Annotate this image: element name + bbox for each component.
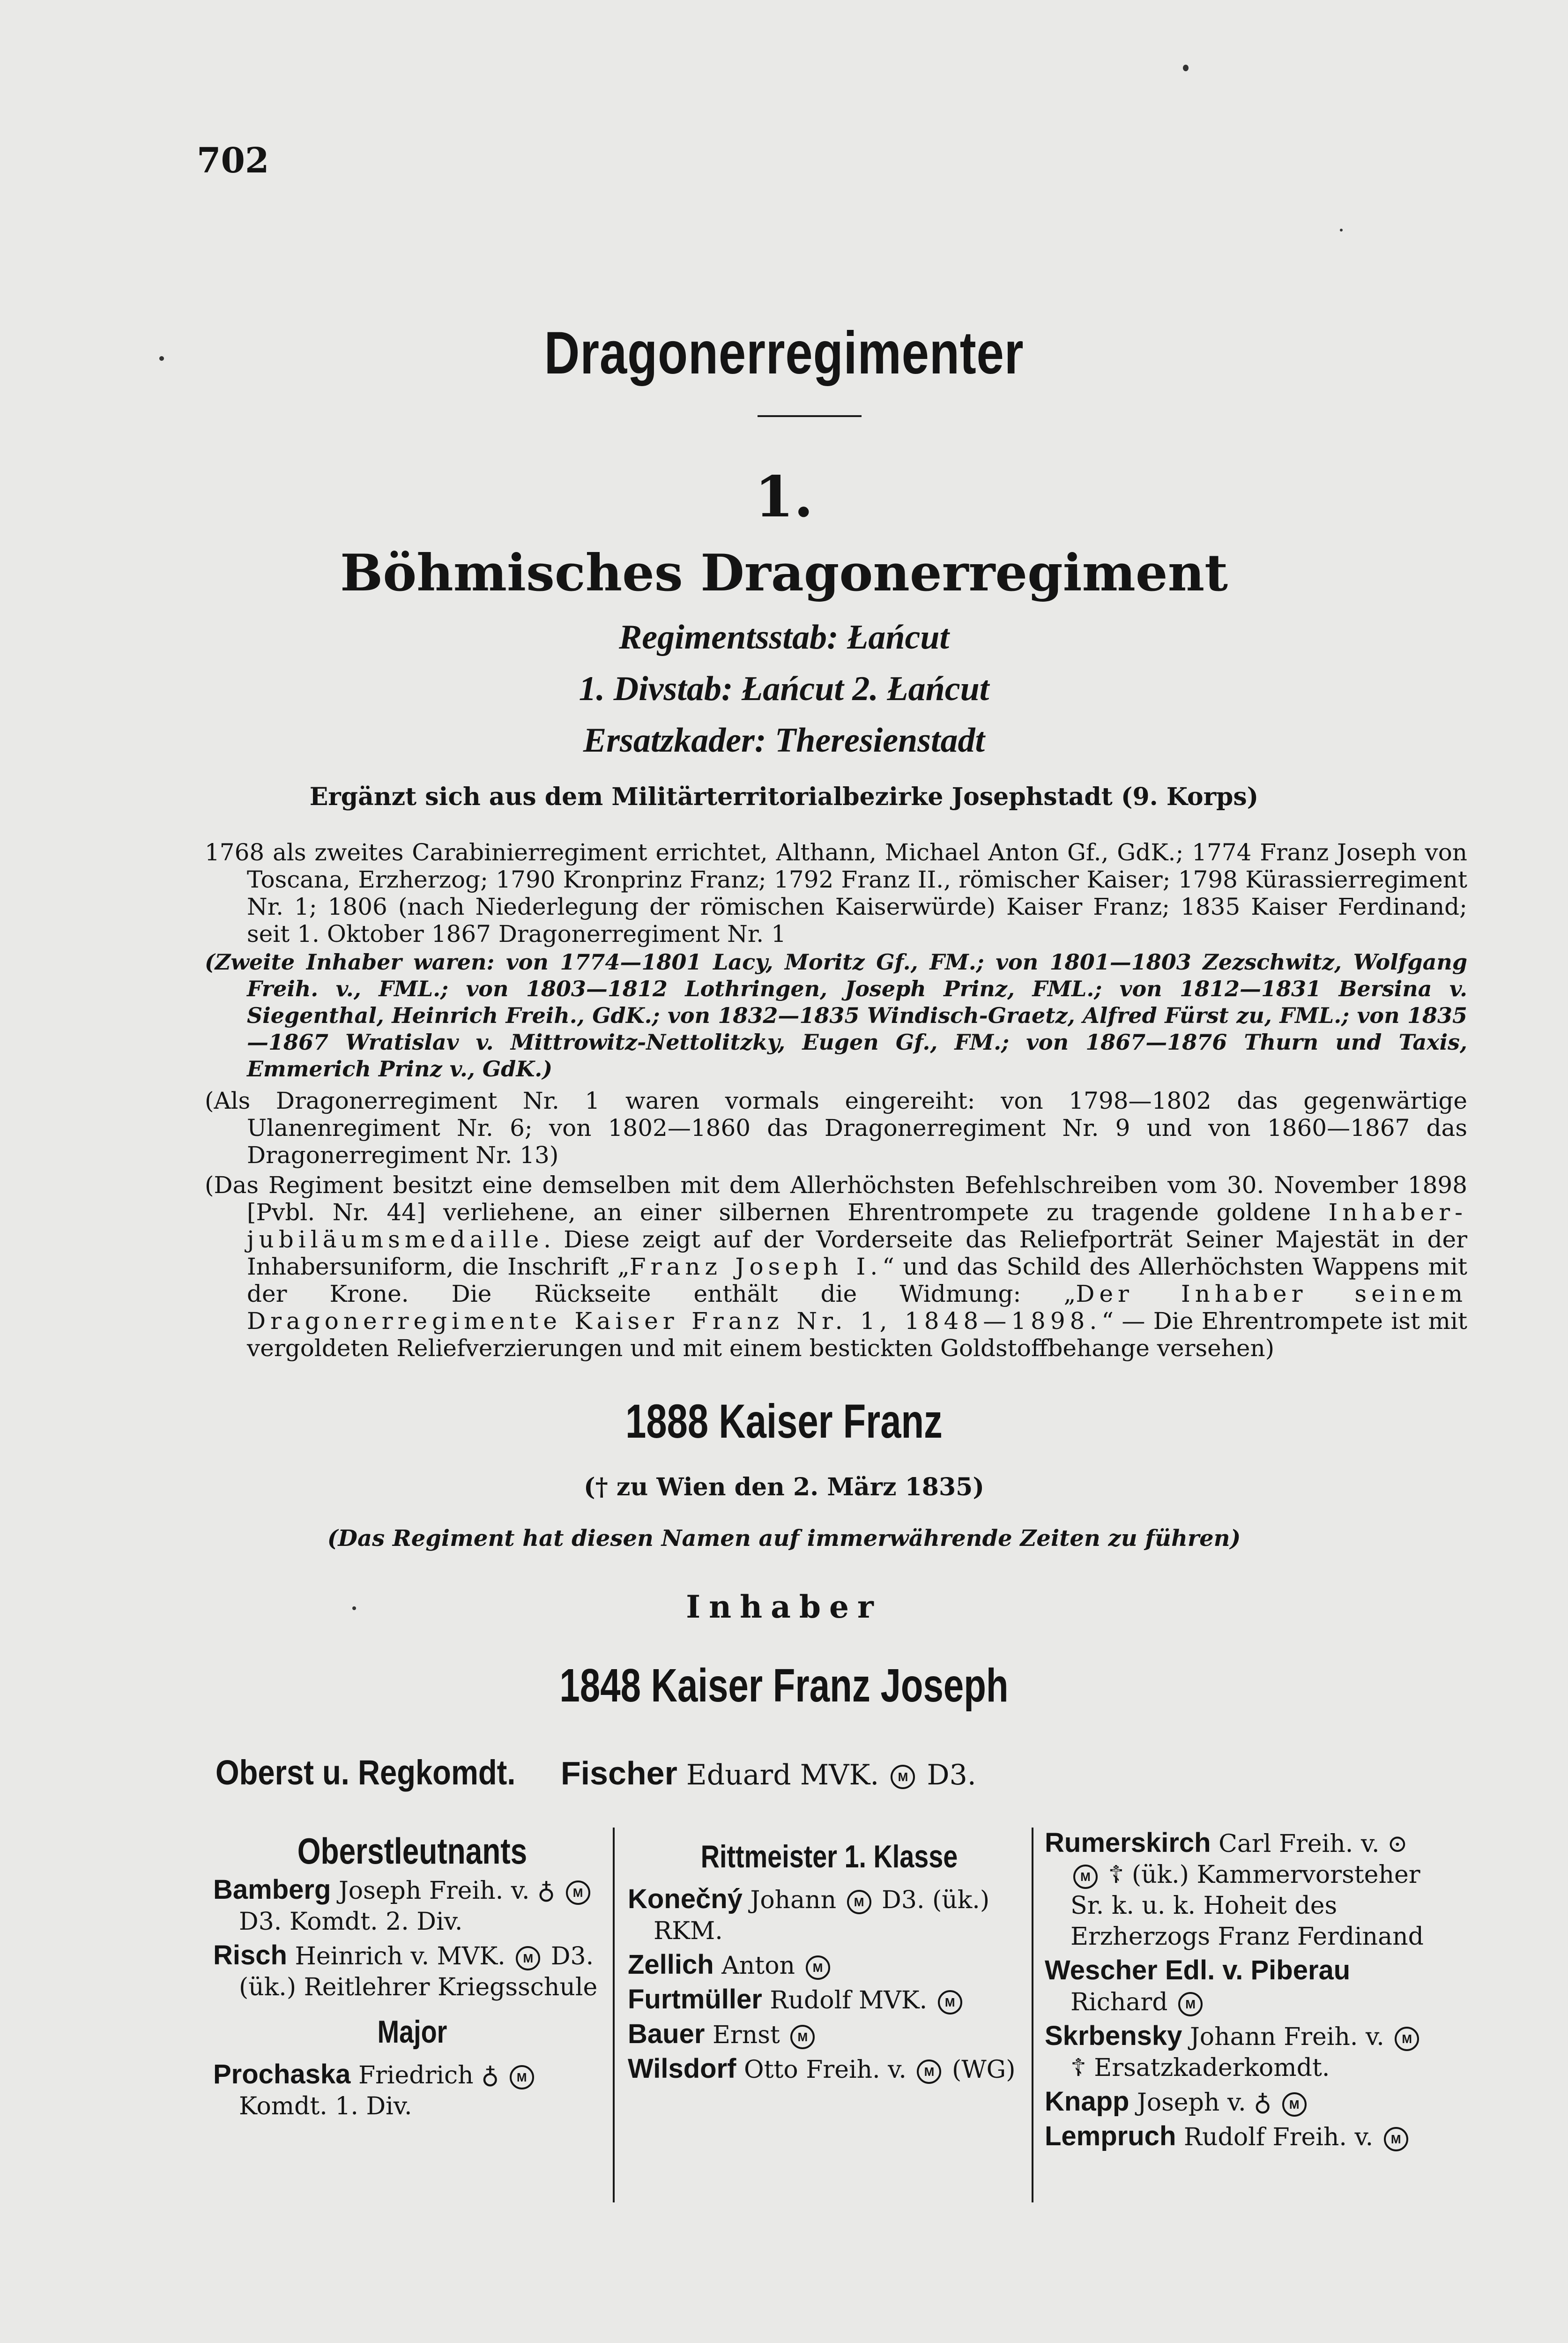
divstab: 1. Divstab: Łańcut 2. Łańcut [579,670,989,708]
name-note: (Das Regiment hat diesen Namen auf immerwährende Zeiten zu führen) [327,1525,1241,1552]
regimentsstab: Regimentsstab: Łańcut [618,618,950,657]
colonel-tail: D3. [918,1759,976,1791]
list-item [628,2019,1031,2051]
officer-name: Rumerskirch [1045,1828,1211,1858]
officer-details: Richard [1070,1988,1168,2016]
medal-icon: M [806,1955,830,1980]
officer-details: Carl Freih. v. ⊙ [1219,1830,1408,1858]
medal-text-1: (Das Regiment besitzt eine demselben mit dem Allerhöchsten Befehlschreiben vom 30. November 1898 [Pvbl. Nr. 44] verliehene, an einer silbernen Ehrentrompete zu tragende goldene [205,1172,1467,1226]
medal-icon: M [1282,2092,1307,2117]
medal-icon: M [1384,2127,1408,2151]
officer-details: Friedrich ♁ [358,2061,499,2089]
officer-name: Bamberg [213,1874,331,1905]
officer-name: Skrbensky [1045,2021,1182,2051]
medal-icon: M [938,1990,962,2015]
officer-details: D3. (ük.) Reitlehrer Kriegsschule [239,1942,598,2001]
officer-details: Komdt. 1. Div. [239,2092,412,2120]
officer-details: Otto Freih. v. [744,2056,907,2084]
history-paragraph: 1768 als zweites Carabinierregiment errichtet, Althann, Michael Anton Gf., GdK.; 1774 Franz Joseph von Toscana, Erzherzog; 1790 Kronprinz Franz; 1792 Franz II., römischer Kaiser; 1798 Kürassierregiment Nr. 1; 1806 (nach Niederlegung der römischen Kaiserwürde) Kaiser Franz; 1835 Kaiser Ferdinand; seit 1. Oktober 1867 Dragonerregiment Nr. 1 [205,839,1467,948]
column-lieutenant-colonels [213,1828,611,2125]
list-item [213,1940,611,2003]
speck [352,1606,356,1610]
officer-details: D3. (ük.) RKM. [654,1886,990,1945]
regiment-number: 1. [754,464,814,530]
officer-details: Rudolf Freih. v. [1183,2123,1374,2151]
officer-details: Rudolf MVK. [770,1986,928,2015]
list-item [213,2059,611,2122]
officer-name: Zellich [628,1949,714,1980]
former-units-paragraph: (Als Dragonerregiment Nr. 1 waren vormals eingereiht: von 1798—1802 das gegenwärtige Ulanenregiment Nr. 6; von 1802—1860 das Dragonerregiment Nr. 9 und von 1860—1867 das Dragonerregiment Nr. 13) [205,1087,1467,1169]
officer-name: Furtmüller [628,1984,762,2015]
medal-icon: M [1073,1865,1098,1889]
list-item [628,1884,1031,1947]
column-heading: Oberstleutnants [297,1830,528,1872]
name-heading: 1888 Kaiser Franz [625,1395,943,1448]
officer-details: D3. Komdt. 2. Div. [239,1908,463,1936]
inhaber-label: Inhaber [686,1589,882,1625]
medal-text-3: “ und das Schild des Allerhöchsten Wappens mit der Krone. Die Rückseite enthält die Widmung: „ [247,1253,1467,1307]
medal-icon: M [566,1880,590,1905]
colonel-label: Oberst u. Regkomdt. [216,1753,516,1792]
medal-spaced-1: Inhaber-jubiläumsmedaille [247,1199,1467,1253]
list-item [1045,2021,1443,2083]
officer-details: Heinrich v. MVK. [295,1942,505,1970]
officer-details: Anton [721,1952,795,1980]
died-note: († zu Wien den 2. März 1835) [584,1473,984,1501]
officer-name: Konečný [628,1884,743,1914]
medal-paragraph [205,1172,1467,1362]
speck [1340,229,1343,231]
column-captains [628,1828,1031,2088]
column-divider [613,1828,615,2202]
officer-details: Joseph Freih. v. ♁ [338,1877,556,1905]
medal-icon: M [1178,1992,1203,2016]
list-item [1045,1828,1443,1952]
officer-details: (WG) [944,2056,1016,2084]
second-owners-paragraph: (Zweite Inhaber waren: von 1774—1801 Lacy, Moritz Gf., FM.; von 1801—1803 Zezschwitz, Wolfgang Freih. v., FML.; von 1803—1812 Lothringen, Joseph Prinz, FML.; von 1812—1831 Bersina v. Siegenthal, Heinrich Freih., GdK.; von 1832—1835 Windisch-Graetz, Alfred Fürst zu, FML.; von 1835—1867 Wratislav v. Mittrowitz-Nettolitzky, Eugen Gf., FM.; von 1867—1876 Thurn und Taxis, Emmerich Prinz v., GdK.) [205,949,1467,1082]
medal-icon: M [891,1765,915,1789]
officer-name: Bauer [628,2019,705,2049]
colonel-name: Fischer [560,1755,677,1791]
column-heading: Major [377,2014,447,2050]
officer-details: ☦ Ersatzkaderkomdt. [1070,2054,1330,2082]
officer-details: Ernst [712,2021,780,2049]
list-item [213,1874,611,1937]
medal-icon: M [917,2059,941,2084]
list-item [628,1984,1031,2016]
column-heading: Rittmeister 1. Klasse [700,1839,958,1874]
medal-spaced-3: Der Inhaber seinem Dragonerregimente Kaiser Franz Nr. 1, 1848—1898. [247,1280,1467,1335]
speck [159,356,164,361]
medal-spaced-2: Franz Joseph I. [629,1253,883,1280]
officer-name: Lempruch [1045,2121,1176,2151]
list-item [1045,2121,1443,2153]
recruitment-district: Ergänzt sich aus dem Militärterritorialbezirke Josephstadt (9. Korps) [309,783,1259,811]
list-item [1045,1955,1443,2018]
title-divider [758,415,862,417]
officer-name: Wescher Edl. v. Piberau [1045,1955,1351,1985]
officer-details: Johann Freih. v. [1189,2023,1384,2051]
officer-details: ☦ (ük.) Kammervorsteher Sr. k. u. k. Hoheit des Erzherzogs Franz Ferdinand [1070,1861,1424,1951]
officer-details: Joseph v. ♁ [1137,2089,1272,2117]
medal-text-2: . Diese zeigt auf der Vorderseite das Reliefporträt Seiner Majestät in der Inhabersuniform, die Inschrift „ [247,1226,1467,1280]
medal-icon: M [510,2065,534,2089]
column-captains-continued [1045,1828,1443,2156]
section-title: Dragonerregimenter [544,320,1024,387]
medal-icon: M [790,2025,815,2049]
medal-icon: M [516,1946,540,1970]
officer-name: Wilsdorf [628,2053,736,2084]
officer-name: Prochaska [213,2059,351,2089]
officer-name: Risch [213,1940,287,1970]
colonel-line [216,1753,976,1792]
speck [1183,65,1189,71]
inhaber-heading: 1848 Kaiser Franz Joseph [559,1659,1009,1712]
medal-text-4: “ — Die Ehrentrompete ist mit vergoldeten Reliefverzierungen und mit einem bestickten Goldstoffbehange versehen) [247,1307,1467,1362]
officer-name: Knapp [1045,2086,1130,2117]
medal-icon: M [1395,2027,1419,2051]
medal-icon: M [847,1890,871,1914]
colonel-rest: Eduard MVK. [686,1759,888,1791]
list-item [1045,2086,1443,2118]
list-item [628,2053,1031,2085]
officer-details: Johann [750,1886,837,1914]
regiment-name: Böhmisches Dragonerregiment [340,544,1228,603]
column-divider [1032,1828,1033,2202]
ersatzkader: Ersatzkader: Theresienstadt [583,721,985,760]
page-number: 702 [197,141,269,181]
list-item [628,1949,1031,1981]
